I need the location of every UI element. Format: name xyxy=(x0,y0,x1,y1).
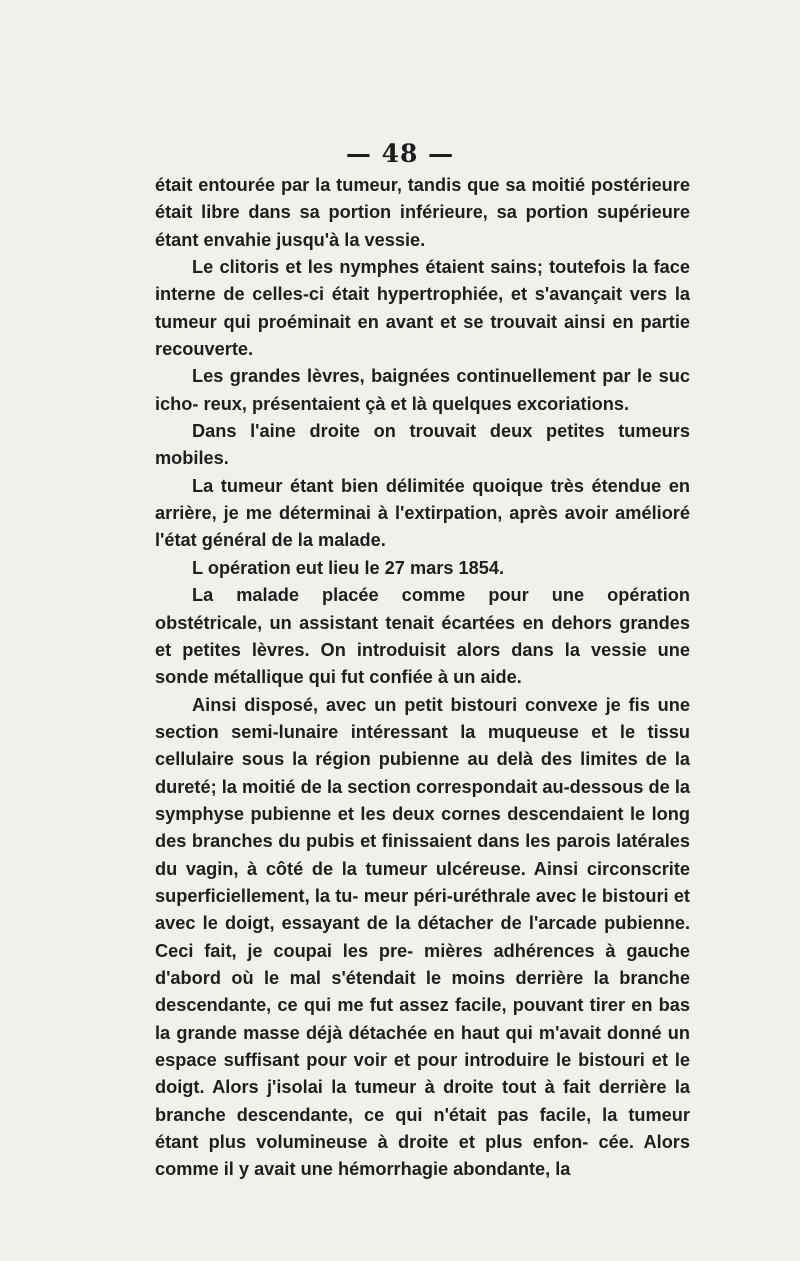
paragraph-2: Le clitoris et les nymphes étaient sains; toutefois la face interne de celles-ci était hypertrophiée, et s'avançait vers la tumeur qui proéminait en avant et se trouvait ainsi en partie recouverte. xyxy=(155,257,690,360)
paragraph-5: La tumeur étant bien délimitée quoique très étendue en arrière, je me déterminai à l'extirpation, après avoir amélioré l'état général de la malade. xyxy=(155,475,690,551)
paragraph-7: La malade placée comme pour une opération obstétricale, un assistant tenait écartées en dehors grandes et petites lèvres. On introduisit alors dans la vessie une sonde métallique qui fut confiée à un aide. xyxy=(155,585,690,688)
body-text xyxy=(155,172,690,1184)
paragraph-4: Dans l'aine droite on trouvait deux petites tumeurs mobiles. xyxy=(155,421,690,469)
paragraph-8: Ainsi disposé, avec un petit bistouri convexe je fis une section semi-lunaire intéressant la muqueuse et le tissu cellulaire sous la région pubienne au delà des limites de la dureté; la moitié de la section correspondait au-dessous de la symphyse pubienne et les deux cornes descendaient le long des branches du pubis et finissaient dans les parois latérales du vagin, à côté de la tumeur ulcéreuse. Ainsi circonscrite superficiellement, la tu- meur péri-uréthrale avec le bistouri et avec le doigt, essayant de la détacher de l'arcade pubienne. Ceci fait, je coupai les pre- mières adhérences à gauche d'abord où le mal s'étendait le moins derrière la branche descendante, ce qui me fut assez facile, pouvant tirer en bas la grande masse déjà détachée en haut qui m'avait donné un espace suffisant pour voir et pour introduire le bistouri et le doigt. Alors j'isolai la tumeur à droite tout à fait derrière la branche descendante, ce qui n'était pas facile, la tumeur étant plus volumineuse à droite et plus enfon- cée. Alors comme il y avait une hémorrhagie abondante, la xyxy=(155,694,690,1180)
paragraph-6: L opération eut lieu le 27 mars 1854. xyxy=(192,557,505,578)
paragraph-1: était entourée par la tumeur, tandis que sa moitié postérieure était libre dans sa portion inférieure, sa portion supérieure étant envahie jusqu'à la vessie. xyxy=(155,175,690,250)
paragraph-3: Les grandes lèvres, baignées continuellement par le suc icho- reux, présentaient çà et là quelques excoriations. xyxy=(155,366,690,414)
page-number: — 48 — xyxy=(345,139,455,168)
